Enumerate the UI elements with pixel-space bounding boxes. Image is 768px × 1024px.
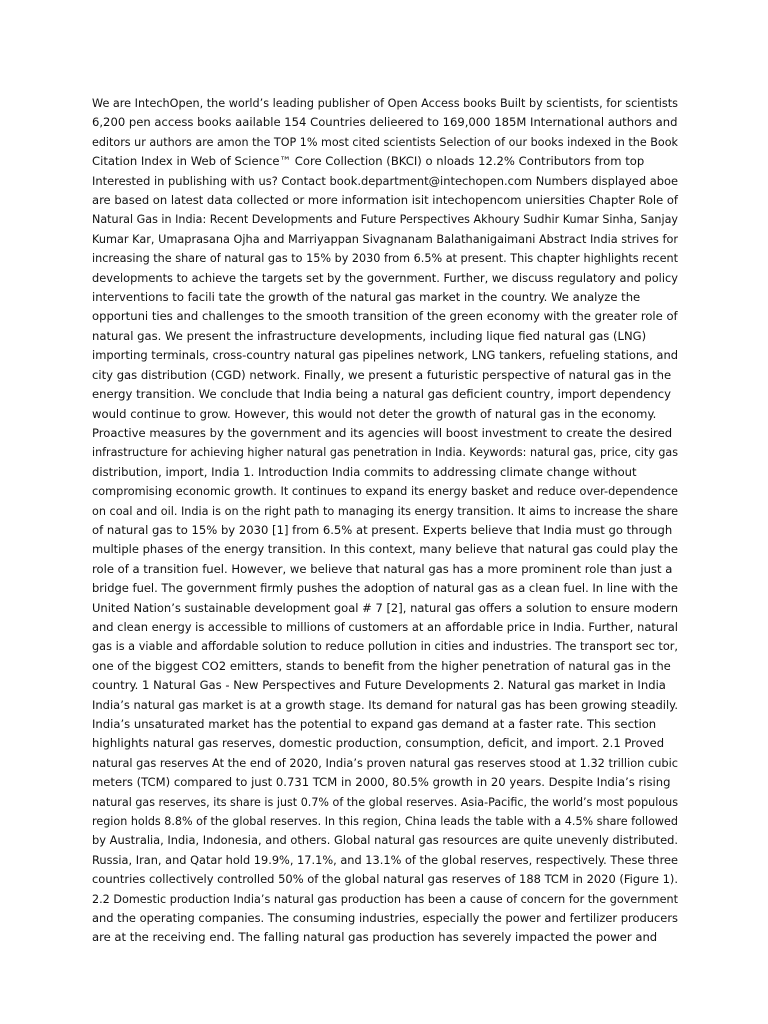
- text-line: natural gas reserves At the end of 2020, India’s proven natural gas reserves stood at 1.32 trillion cubic: [92, 755, 678, 770]
- text-line: compromising economic growth. It continues to expand its energy basket and reduce over-dependence: [92, 484, 678, 499]
- text-line: Kumar Kar, Umaprasana Ojha and Marriyappan Sivagnanam Balathanigaimani Abstract India strives for: [92, 231, 678, 246]
- text-line: and the operating companies. The consuming industries, especially the power and fertilizer producers: [92, 911, 678, 926]
- text-line: Proactive measures by the government and its agencies will boost investment to create the desired: [92, 425, 673, 440]
- document-page: [92, 94, 678, 948]
- text-line: We are IntechOpen, the world’s leading publisher of Open Access books Built by scientists, for scientists: [92, 96, 678, 110]
- text-line: countries collectively controlled 50% of the global natural gas reserves of 188 TCM in 2020 (Figure 1).: [92, 872, 678, 887]
- text-line: India’s unsaturated market has the potential to expand gas demand at a faster rate. This section: [92, 717, 657, 731]
- text-line: Citation Index in Web of Science™ Core Collection (BKCI) o nloads 12.2% Contributors from top: [92, 154, 645, 169]
- text-line: natural gas reserves, its share is just 0.7% of the global reserves. Asia-Pacific, the world’s most populous: [92, 794, 678, 809]
- text-line: region holds 8.8% of the global reserves. In this region, China leads the table with a 4.5% share followed: [92, 814, 678, 829]
- text-line: opportuni ties and challenges to the smooth transition of the green economy with the greater role of: [92, 309, 678, 324]
- text-line: interventions to facili tate the growth of the natural gas market in the country. We analyze the: [92, 290, 641, 305]
- text-line: country. 1 Natural Gas - New Perspectives and Future Developments 2. Natural gas market in India: [92, 678, 666, 693]
- text-line: Interested in publishing with us? Contact book.department@intechopen.com Numbers displayed aboe: [92, 173, 678, 188]
- text-line: role of a transition fuel. However, we believe that natural gas has a more prominent role than just a: [92, 561, 673, 576]
- text-line: energy transition. We conclude that India being a natural gas deficient country, import dependency: [92, 387, 671, 402]
- text-line: would continue to grow. However, this would not deter the growth of natural gas in the economy.: [92, 406, 657, 421]
- text-line: infrastructure for achieving higher natural gas penetration in India. Keywords: natural gas, price, city gas: [92, 445, 678, 460]
- text-line: increasing the share of natural gas to 15% by 2030 from 6.5% at present. This chapter highlights recent: [92, 251, 678, 266]
- text-line: multiple phases of the energy transition. In this context, many believe that natural gas could play the: [92, 542, 678, 557]
- text-line: importing terminals, cross-country natural gas pipelines network, LNG tankers, refueling stations, and: [92, 348, 678, 363]
- text-line: 6,200 pen access books aailable 154 Countries delieered to 169,000 185M International authors and: [92, 115, 678, 130]
- text-line: distribution, import, India 1. Introduction India commits to addressing climate change without: [92, 464, 637, 479]
- text-line: Natural Gas in India: Recent Developments and Future Perspectives Akhoury Sudhir Kumar Sinha, Sanjay: [92, 212, 678, 227]
- text-line: Russia, Iran, and Qatar hold 19.9%, 17.1%, and 13.1% of the global reserves, respectively. These three: [92, 852, 678, 867]
- text-line: developments to achieve the targets set by the government. Further, we discuss regulatory and policy: [92, 270, 678, 285]
- text-line: India’s natural gas market is at a growth stage. Its demand for natural gas has been growing steadily.: [92, 697, 678, 712]
- text-line: one of the biggest CO2 emitters, stands to benefit from the higher penetration of natural gas in the: [92, 658, 671, 673]
- text-line: United Nation’s sustainable development goal # 7 [2], natural gas offers a solution to ensure modern: [92, 600, 678, 615]
- text-line: gas is a viable and affordable solution to reduce pollution in cities and industries. The transport sec tor,: [92, 639, 678, 654]
- text-line: are based on latest data collected or more information isit intechopencom uniersities Chapter Role of: [92, 193, 678, 208]
- text-line: 2.2 Domestic production India’s natural gas production has been a cause of concern for the government: [92, 891, 678, 906]
- text-line: by Australia, India, Indonesia, and others. Global natural gas resources are quite unevenly distributed.: [92, 833, 678, 848]
- text-line: highlights natural gas reserves, domestic production, consumption, deficit, and import. 2.1 Proved: [92, 736, 665, 751]
- body-text: [92, 94, 678, 948]
- text-line: editors ur authors are amon the TOP 1% most cited scientists Selection of our books indexed in the Book: [92, 134, 678, 149]
- text-line: city gas distribution (CGD) network. Finally, we present a futuristic perspective of natural gas in the: [92, 367, 672, 382]
- text-line: natural gas. We present the infrastructure developments, including lique fied natural gas (LNG): [92, 328, 647, 343]
- text-line: and clean energy is accessible to millions of customers at an affordable price in India. Further, natural: [92, 619, 678, 634]
- text-line: bridge fuel. The government firmly pushes the adoption of natural gas as a clean fuel. In line with the: [92, 581, 678, 596]
- text-line: are at the receiving end. The falling natural gas production has severely impacted the power and: [92, 930, 658, 945]
- text-line: on coal and oil. India is on the right path to managing its energy transition. It aims to increase the share: [92, 503, 678, 518]
- text-line: of natural gas to 15% by 2030 [1] from 6.5% at present. Experts believe that India must go through: [92, 522, 673, 537]
- text-line: meters (TCM) compared to just 0.731 TCM in 2000, 80.5% growth in 20 years. Despite India’s rising: [92, 775, 671, 790]
